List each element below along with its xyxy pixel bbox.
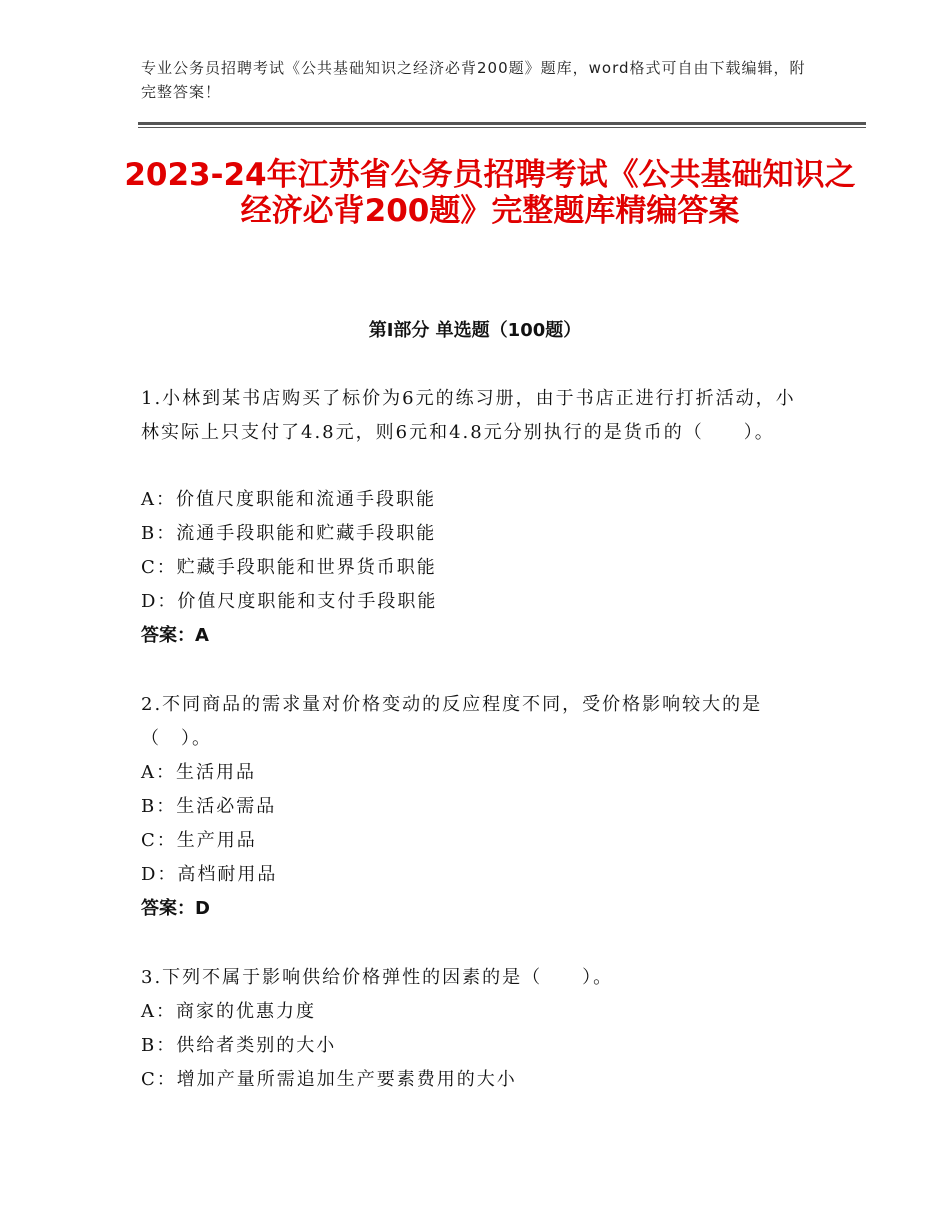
question-1-option-b: B：流通手段职能和贮藏手段职能 <box>141 523 437 544</box>
question-2-option-a: A：生活用品 <box>141 762 256 783</box>
question-2-option-b: B：生活必需品 <box>141 796 277 817</box>
question-1-answer: 答案：A <box>141 625 209 646</box>
question-1-option-a: A：价值尺度职能和流通手段职能 <box>141 489 436 510</box>
header-note: 专业公务员招聘考试《公共基础知识之经济必背200题》题库，word格式可自由下载编辑，附完整答案！ <box>141 59 806 101</box>
header-rule-thin <box>138 127 866 128</box>
question-3-stem: 3.下列不属于影响供给价格弹性的因素的是（ ）。 <box>141 967 614 988</box>
question-2-option-d: D：高档耐用品 <box>141 864 278 885</box>
question-2-option-c: C：生产用品 <box>141 830 257 851</box>
question-1-stem: 1.小林到某书店购买了标价为6元的练习册，由于书店正进行打折活动，小林实际上只支付了4.8元，则6元和4.8元分别执行的是货币的（ ）。 <box>141 388 796 443</box>
question-3-option-c: C：增加产量所需追加生产要素费用的大小 <box>141 1069 517 1090</box>
question-2-answer: 答案：D <box>141 898 210 919</box>
question-2-stem: 2.不同商品的需求量对价格变动的反应程度不同，受价格影响较大的是（ ）。 <box>141 694 763 749</box>
document-title: 2023-24年江苏省公务员招聘考试《公共基础知识之经济必背200题》完整题库精编答案 <box>124 157 856 229</box>
question-3-option-b: B：供给者类别的大小 <box>141 1035 337 1056</box>
header-rule-thick <box>138 122 866 125</box>
section-heading: 第Ⅰ部分 单选题（100题） <box>368 320 582 341</box>
question-3-option-a: A：商家的优惠力度 <box>141 1001 316 1022</box>
question-1-option-c: C：贮藏手段职能和世界货币职能 <box>141 557 437 578</box>
question-1-option-d: D：价值尺度职能和支付手段职能 <box>141 591 438 612</box>
